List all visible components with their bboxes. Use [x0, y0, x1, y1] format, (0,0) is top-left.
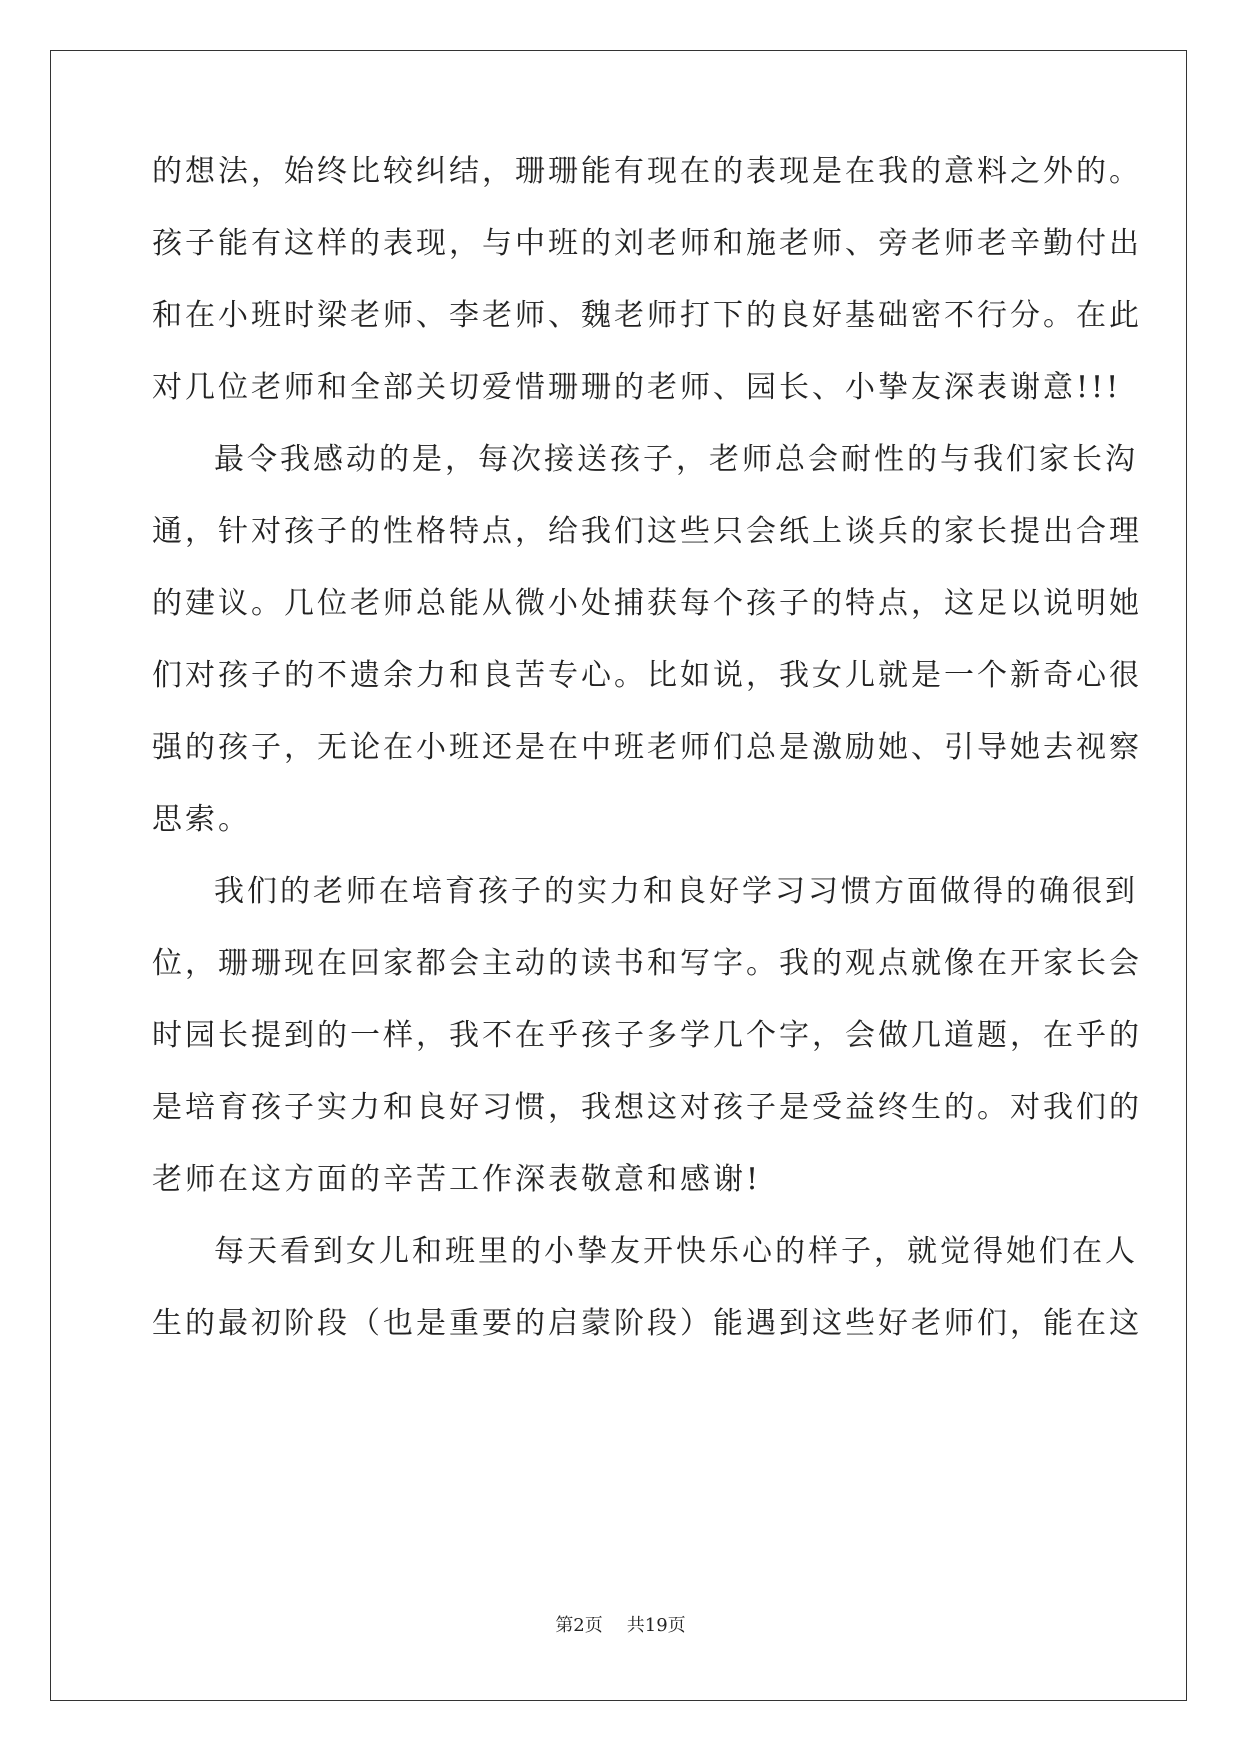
text-line: 对几位老师和全部关切爱惜珊珊的老师、园长、小挚友深表谢意!!! [152, 370, 1122, 405]
text-line: 和在小班时梁老师、李老师、魏老师打下的良好基础密不行分。在此 [152, 298, 1142, 333]
text-line: 老师在这方面的辛苦工作深表敬意和感谢! [152, 1162, 762, 1197]
text-line: 通，针对孩子的性格特点，给我们这些只会纸上谈兵的家长提出合理 [152, 514, 1142, 549]
text-line: 是培育孩子实力和良好习惯，我想这对孩子是受益终生的。对我们的 [152, 1090, 1142, 1125]
page-total: 共19页 [626, 1615, 686, 1636]
text-line: 生的最初阶段（也是重要的启蒙阶段）能遇到这些好老师们，能在这 [152, 1306, 1142, 1341]
page-number: 第2页 [555, 1615, 603, 1636]
text-line: 思索。 [152, 802, 251, 837]
text-line: 的想法，始终比较纠结，珊珊能有现在的表现是在我的意料之外的。 [152, 154, 1142, 189]
text-line: 每天看到女儿和班里的小挚友开快乐心的样子，就觉得她们在人 [214, 1234, 1138, 1269]
text-line: 位，珊珊现在回家都会主动的读书和写字。我的观点就像在开家长会 [152, 946, 1142, 981]
text-line: 的建议。几位老师总能从微小处捕获每个孩子的特点，这足以说明她 [152, 586, 1142, 621]
text-line: 最令我感动的是，每次接送孩子，老师总会耐性的与我们家长沟 [214, 442, 1138, 477]
text-line: 孩子能有这样的表现，与中班的刘老师和施老师、旁老师老辛勤付出 [152, 226, 1142, 261]
text-line: 们对孩子的不遗余力和良苦专心。比如说，我女儿就是一个新奇心很 [152, 658, 1142, 693]
text-line: 强的孩子，无论在小班还是在中班老师们总是激励她、引导她去视察 [152, 730, 1142, 765]
text-line: 时园长提到的一样，我不在乎孩子多学几个字，会做几道题，在乎的 [152, 1018, 1142, 1053]
page-footer [0, 1614, 1241, 1638]
text-line: 我们的老师在培育孩子的实力和良好学习习惯方面做得的确很到 [214, 874, 1138, 909]
